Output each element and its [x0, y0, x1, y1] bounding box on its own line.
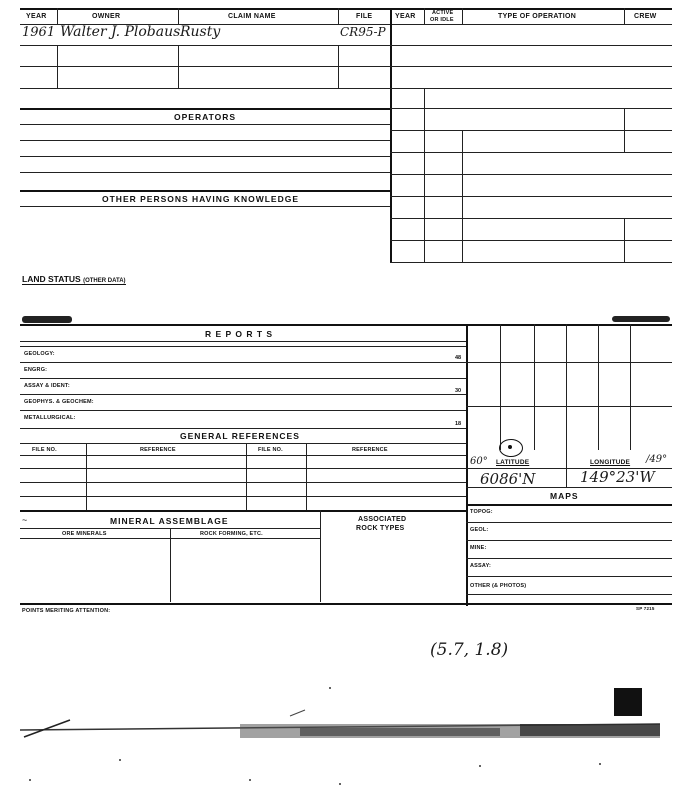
row-rule [466, 522, 672, 523]
row-rule [466, 558, 672, 559]
col-header-claim-name: CLAIM NAME [228, 13, 276, 20]
divider [320, 510, 321, 602]
land-status-sublabel: (OTHER DATA) [83, 278, 126, 284]
row-rule [20, 88, 390, 89]
divider [57, 45, 58, 88]
row-rule [390, 262, 672, 263]
handwritten-annotation: (5.7, 1.8) [430, 640, 509, 660]
divider-main [390, 8, 392, 263]
map-other: OTHER (& PHOTOS) [470, 583, 527, 589]
grid-line [630, 324, 631, 450]
land-status-label: LAND STATUS [22, 274, 81, 284]
row-rule [466, 594, 672, 595]
row-rule [390, 130, 672, 131]
entry-year: 1961 [22, 25, 56, 40]
row-rule [20, 378, 466, 379]
col-header-owner: OWNER [92, 13, 121, 20]
row-rule [20, 362, 466, 363]
footer-rule [20, 603, 672, 605]
other-persons-heading: OTHER PERSONS HAVING KNOWLEDGE [102, 194, 300, 204]
row-rule [20, 410, 466, 411]
report-metallurgical-num: 18 [455, 421, 462, 427]
col-header-active: ACTIVE [432, 10, 454, 16]
row-rule [466, 504, 672, 506]
top-border [20, 8, 672, 10]
form-number: SP 7215 [636, 606, 655, 611]
report-engrg: ENGRG: [24, 367, 48, 373]
map-geol: GEOL: [470, 527, 489, 533]
report-geology-num: 48 [455, 355, 462, 361]
row-rule [390, 66, 672, 67]
row-rule [20, 66, 390, 67]
col-header-year-2: YEAR [395, 13, 416, 20]
row-rule [390, 174, 672, 175]
row-rule [390, 218, 672, 219]
lat-prefix: 60° [470, 456, 488, 467]
report-metallurgical: METALLURGICAL: [24, 415, 76, 421]
map-topog: TOPOG: [470, 509, 493, 515]
land-status-heading [22, 274, 126, 285]
latitude-label: LATITUDE [496, 459, 530, 466]
map-assay: ASSAY: [470, 563, 492, 569]
divider-main [466, 324, 468, 606]
row-rule [466, 576, 672, 577]
row-rule [20, 45, 390, 46]
row-rule [20, 172, 390, 173]
divider [246, 443, 247, 510]
divider [624, 8, 625, 24]
associated-label: ASSOCIATED [358, 516, 407, 523]
section-rule [20, 190, 390, 192]
row-rule [390, 196, 672, 197]
divider [462, 130, 463, 262]
row-rule [390, 45, 672, 46]
section-rule [20, 510, 466, 512]
divider [338, 45, 339, 88]
mineral-assemblage-heading: MINERAL ASSEMBLAGE [110, 516, 229, 526]
circle-dot [508, 445, 512, 449]
dash-mark: ~ [22, 515, 28, 525]
divider [424, 88, 425, 262]
divider [178, 45, 179, 88]
entry-claim-name: Rusty [180, 24, 221, 40]
row-rule [466, 540, 672, 541]
col-header-type-of-operation: TYPE OF OPERATION [498, 13, 577, 20]
ink-smudge [612, 316, 670, 322]
longitude-label: LONGITUDE [590, 459, 631, 466]
grid-line [534, 324, 535, 450]
row-rule [20, 394, 466, 395]
row-rule [390, 152, 672, 153]
row-rule [466, 487, 672, 488]
col-header-or-idle: OR IDLE [430, 17, 454, 23]
col-header-crew: CREW [634, 13, 657, 20]
operators-heading: OPERATORS [174, 112, 237, 122]
map-mine: MINE: [470, 545, 487, 551]
divider [170, 528, 171, 602]
report-assay-num: 30 [455, 388, 462, 394]
section-rule [20, 108, 390, 110]
grid-line [566, 324, 567, 450]
col-file-no-2: FILE NO. [258, 447, 283, 453]
grid-line [598, 324, 599, 450]
row-rule [20, 206, 390, 207]
col-header-year: YEAR [26, 13, 47, 20]
divider [624, 108, 625, 152]
rock-types-label: ROCK TYPES [356, 525, 405, 532]
ink-smudge [22, 316, 72, 323]
row-rule [390, 240, 672, 241]
col-file-no: FILE NO. [32, 447, 57, 453]
divider [424, 8, 425, 24]
row-rule [20, 124, 390, 125]
divider [86, 443, 87, 510]
divider [624, 218, 625, 262]
report-geophys: GEOPHYS. & GEOCHEM: [24, 399, 94, 405]
row-rule [20, 428, 466, 429]
col-header-file: FILE [356, 13, 373, 20]
col-rock-forming: ROCK FORMING, ETC. [200, 531, 263, 537]
reports-heading: R E P O R T S [205, 329, 274, 339]
maps-heading: MAPS [550, 491, 579, 501]
entry-file: CR95-P [340, 25, 386, 39]
longitude-value: 149°23'W [580, 468, 655, 486]
grid-line [466, 406, 672, 407]
general-references-heading: GENERAL REFERENCES [180, 431, 300, 441]
col-reference: REFERENCE [140, 447, 176, 453]
row-rule [20, 156, 390, 157]
report-geology: GEOLOGY: [24, 351, 55, 357]
grid-line [500, 324, 501, 450]
divider [462, 8, 463, 24]
col-ore-minerals: ORE MINERALS [62, 531, 107, 537]
scan-noise [0, 680, 678, 800]
row-rule [20, 341, 466, 342]
row-rule [390, 88, 672, 89]
grid-line [466, 362, 672, 363]
divider [57, 8, 58, 24]
divider [178, 8, 179, 24]
divider [566, 450, 567, 487]
row-rule [390, 108, 672, 109]
points-meriting-attention: POINTS MERITING ATTENTION: [22, 608, 111, 614]
reports-top-rule [20, 324, 672, 326]
col-reference-2: REFERENCE [352, 447, 388, 453]
row-rule [20, 346, 466, 347]
report-assay: ASSAY & IDENT: [24, 383, 70, 389]
entry-owner: Walter J. Plobaus [60, 24, 181, 40]
divider [338, 8, 339, 24]
latitude-value: 6086'N [480, 470, 536, 488]
divider [306, 443, 307, 510]
lon-suffix: /49° [646, 454, 668, 465]
row-rule [20, 140, 390, 141]
